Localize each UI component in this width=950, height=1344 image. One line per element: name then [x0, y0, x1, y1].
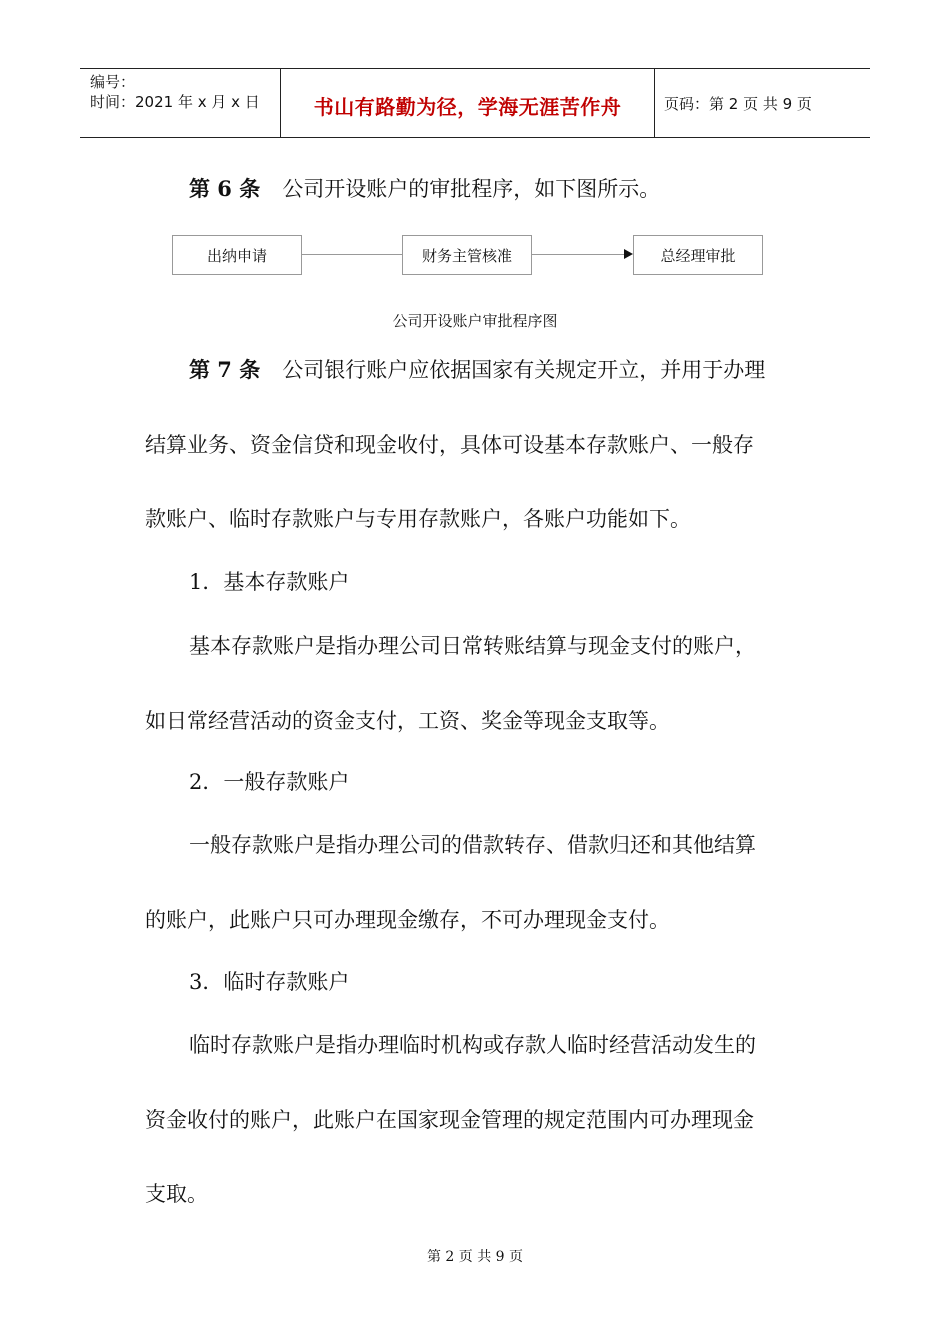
document-header — [80, 68, 870, 138]
header-motto: 书山有路勤为径，学海无涯苦作舟 — [313, 95, 622, 119]
article-7-line-3: 款账户、临时存款账户与专用存款账户，各账户功能如下。 — [145, 507, 691, 531]
section-1-line-1: 基本存款账户是指办理公司日常转账结算与现金支付的账户， — [189, 634, 756, 658]
flow-step-finance-approve: 财务主管核准 — [402, 235, 532, 275]
section-2-line-1: 一般存款账户是指办理公司的借款转存、借款归还和其他结算 — [189, 833, 756, 857]
article-7-line-1 — [189, 354, 765, 384]
section-3-line-1: 临时存款账户是指办理临时机构或存款人临时经营活动发生的 — [189, 1033, 756, 1057]
article-7-text: 公司银行账户应依据国家有关规定开立，并用于办理 — [282, 358, 766, 382]
flow-step-gm-approve: 总经理审批 — [633, 235, 763, 275]
header-motto-cell — [280, 69, 655, 137]
section-2-line-2: 的账户，此账户只可办理现金缴存，不可办理现金支付。 — [145, 908, 670, 932]
flow-arrow-icon — [624, 249, 633, 259]
article-7-label: 第 7 条 — [189, 357, 261, 382]
section-3-line-3: 支取。 — [145, 1182, 208, 1206]
section-3-line-2: 资金收付的账户，此账户在国家现金管理的规定范围内可办理现金 — [145, 1108, 754, 1132]
section-1-heading: 1．基本存款账户 — [189, 570, 350, 594]
article-6-paragraph — [189, 173, 660, 203]
document-code-label: 编号： — [90, 73, 136, 91]
flow-step-cashier-apply: 出纳申请 — [172, 235, 302, 275]
section-1-line-2: 如日常经营活动的资金支付，工资、奖金等现金支取等。 — [145, 709, 670, 733]
header-meta-cell — [80, 69, 280, 137]
header-page-cell — [654, 69, 870, 137]
article-6-label: 第 6 条 — [189, 176, 261, 201]
flow-connector-2 — [531, 254, 624, 255]
page-footer: 第 2 页 共 9 页 — [426, 1249, 524, 1265]
flowchart-caption: 公司开设账户审批程序图 — [392, 312, 558, 330]
section-2-heading: 2．一般存款账户 — [189, 770, 350, 794]
article-6-text: 公司开设账户的审批程序，如下图所示。 — [282, 177, 661, 201]
flow-connector-1 — [301, 254, 402, 255]
header-page-info: 页码：第 2 页 共 9 页 — [664, 95, 812, 113]
section-3-heading: 3．临时存款账户 — [189, 970, 350, 994]
document-date-label: 时间：2021 年 x 月 x 日 — [90, 93, 260, 111]
article-7-line-2: 结算业务、资金信贷和现金收付，具体可设基本存款账户、一般存 — [145, 433, 754, 457]
